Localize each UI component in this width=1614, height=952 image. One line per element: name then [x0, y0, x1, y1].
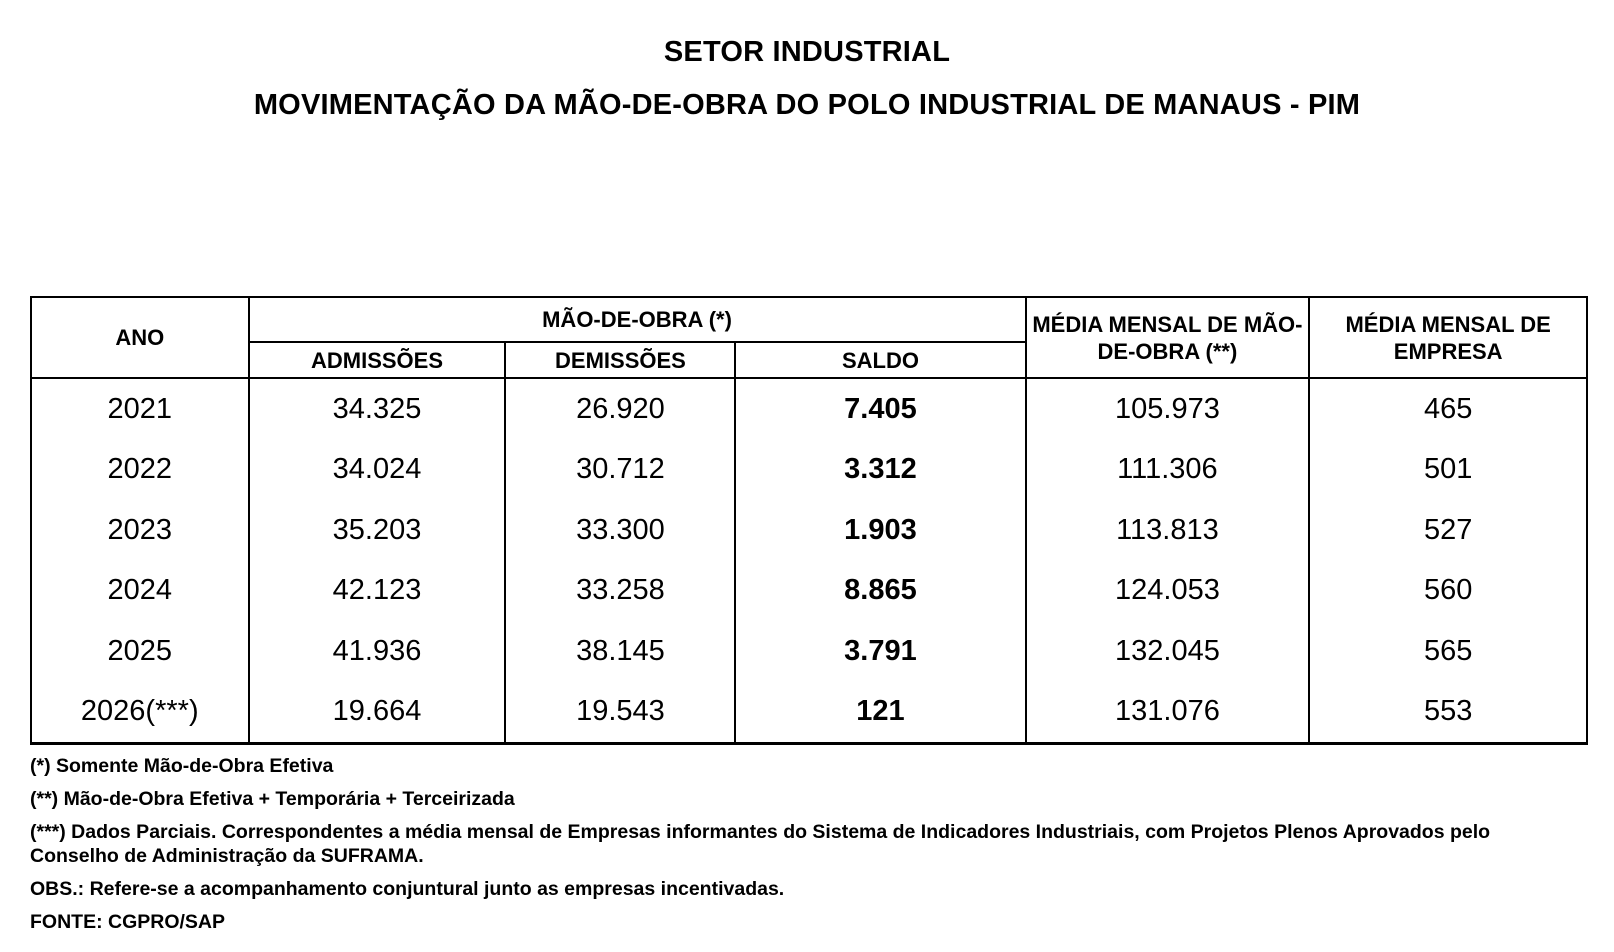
- footnote-dados-parciais: (***) Dados Parciais. Correspondentes a média mensal de Empresas informantes do Sistema de Indicadores Industriais, com Projetos Plenos Aprovados pelo Conselho de Administração da SUFRAMA.: [30, 821, 1491, 867]
- table-row: [31, 561, 1587, 622]
- labor-movement-table: [30, 296, 1588, 745]
- footnote-fonte: FONTE: CGPRO/SAP: [30, 911, 226, 933]
- header-mao-de-obra: MÃO-DE-OBRA (*): [249, 297, 1026, 342]
- table-row: [31, 621, 1587, 682]
- cell-saldo: 121: [735, 682, 1025, 744]
- cell-saldo: 3.312: [735, 440, 1025, 501]
- cell-admissoes: 35.203: [249, 500, 506, 561]
- table-row: [31, 440, 1587, 501]
- cell-ano: 2026(***): [31, 682, 249, 744]
- cell-media-mao-de-obra: 132.045: [1026, 621, 1310, 682]
- cell-ano: 2025: [31, 621, 249, 682]
- page-title: SETOR INDUSTRIAL: [663, 36, 951, 68]
- footnote-efetiva: (*) Somente Mão-de-Obra Efetiva: [30, 755, 334, 777]
- cell-saldo: 8.865: [735, 561, 1025, 622]
- header-saldo: SALDO: [735, 342, 1025, 378]
- cell-saldo: 3.791: [735, 621, 1025, 682]
- table-body: [31, 378, 1587, 744]
- cell-demissoes: 19.543: [505, 682, 735, 744]
- cell-demissoes: 30.712: [505, 440, 735, 501]
- table-row: [31, 682, 1587, 744]
- footnote-efetiva-temporaria: (**) Mão-de-Obra Efetiva + Temporária + Terceirizada: [30, 788, 515, 810]
- header-ano: ANO: [31, 297, 249, 378]
- cell-admissoes: 41.936: [249, 621, 506, 682]
- header-demissoes: DEMISSÕES: [505, 342, 735, 378]
- table-row: [31, 378, 1587, 440]
- cell-admissoes: 34.325: [249, 378, 506, 440]
- cell-demissoes: 33.258: [505, 561, 735, 622]
- cell-media-mao-de-obra: 124.053: [1026, 561, 1310, 622]
- cell-media-mao-de-obra: 131.076: [1026, 682, 1310, 744]
- table-header: [31, 297, 1587, 378]
- header-media-mao-de-obra: MÉDIA MENSAL DE MÃO-DE-OBRA (**): [1026, 297, 1310, 378]
- cell-ano: 2021: [31, 378, 249, 440]
- cell-media-empresa: 501: [1309, 440, 1587, 501]
- cell-media-empresa: 565: [1309, 621, 1587, 682]
- cell-admissoes: 42.123: [249, 561, 506, 622]
- page-subtitle: MOVIMENTAÇÃO DA MÃO-DE-OBRA DO POLO INDUSTRIAL DE MANAUS - PIM: [253, 89, 1361, 121]
- cell-admissoes: 19.664: [249, 682, 506, 744]
- cell-demissoes: 26.920: [505, 378, 735, 440]
- cell-ano: 2022: [31, 440, 249, 501]
- cell-media-empresa: 465: [1309, 378, 1587, 440]
- footnotes: [30, 754, 1530, 943]
- cell-ano: 2023: [31, 500, 249, 561]
- cell-media-mao-de-obra: 111.306: [1026, 440, 1310, 501]
- cell-media-mao-de-obra: 105.973: [1026, 378, 1310, 440]
- cell-admissoes: 34.024: [249, 440, 506, 501]
- cell-demissoes: 38.145: [505, 621, 735, 682]
- cell-media-mao-de-obra: 113.813: [1026, 500, 1310, 561]
- cell-media-empresa: 560: [1309, 561, 1587, 622]
- cell-media-empresa: 553: [1309, 682, 1587, 744]
- header-media-empresa: MÉDIA MENSAL DE EMPRESA: [1309, 297, 1587, 378]
- cell-ano: 2024: [31, 561, 249, 622]
- cell-demissoes: 33.300: [505, 500, 735, 561]
- table-row: [31, 500, 1587, 561]
- footnote-obs: OBS.: Refere-se a acompanhamento conjuntural junto as empresas incentivadas.: [30, 878, 785, 900]
- cell-saldo: 7.405: [735, 378, 1025, 440]
- cell-media-empresa: 527: [1309, 500, 1587, 561]
- cell-saldo: 1.903: [735, 500, 1025, 561]
- header-admissoes: ADMISSÕES: [249, 342, 506, 378]
